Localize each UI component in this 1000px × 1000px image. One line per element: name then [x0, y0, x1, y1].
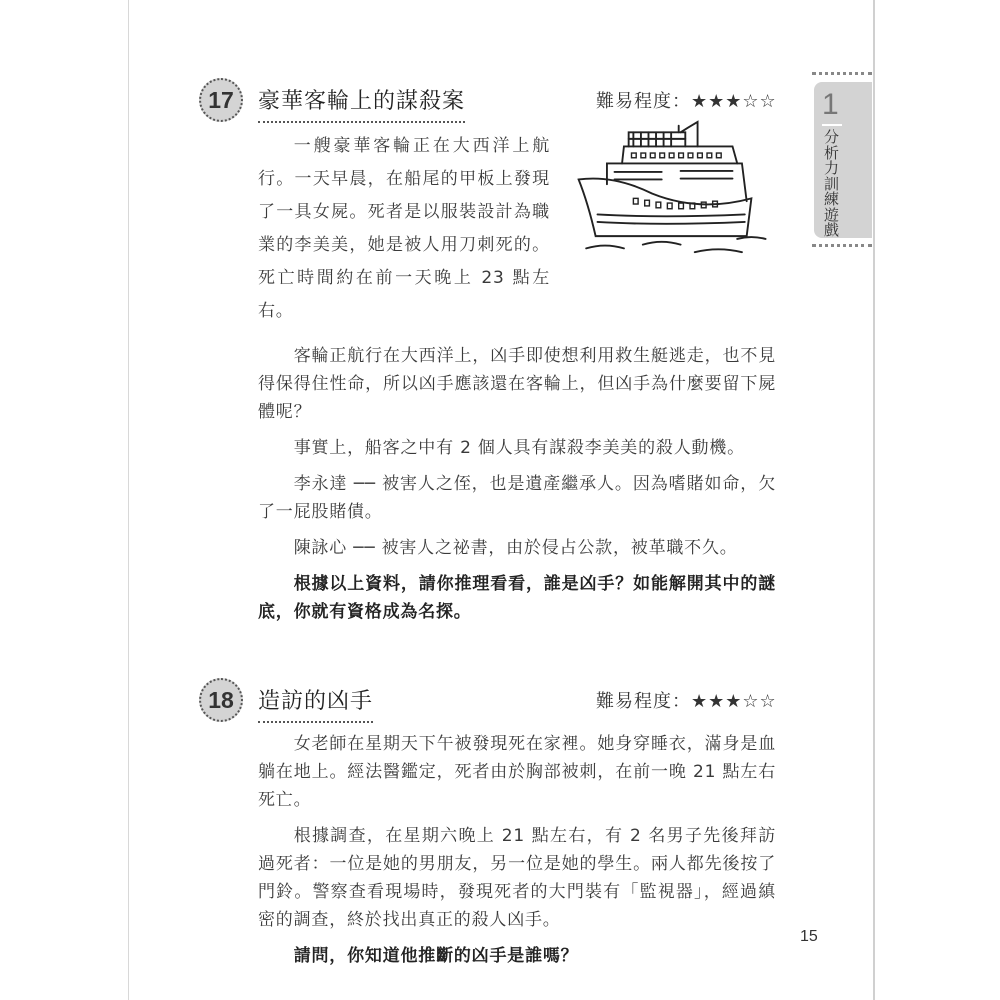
question-paragraph: 根據以上資料，請你推理看看，誰是凶手？如能解開其中的謎底，你就有資格成為名探。: [258, 574, 776, 622]
paragraph: 事實上，船客之中有 2 個人具有謀殺李美美的殺人動機。: [293, 438, 745, 458]
chapter-label: 分析力訓練遊戲: [824, 128, 840, 239]
paragraph: 李永達 ── 被害人之侄，也是遺產繼承人。因為嗜賭如命，欠了一屁股賭債。: [258, 474, 776, 522]
chapter-number-underline: [822, 124, 842, 126]
tab-divider: [812, 72, 872, 75]
question-paragraph: 請問，你知道他推斷的凶手是誰嗎？: [293, 946, 579, 966]
paragraph: 客輪正航行在大西洋上，凶手即使想利用救生艇逃走，也不見得保得住性命，所以凶手應該還在客輪上，但凶手為什麼要留下屍體呢？: [258, 346, 776, 422]
puzzle-header: [208, 78, 777, 126]
chapter-number: 1: [822, 88, 839, 121]
chapter-tab: [812, 72, 872, 248]
cruise-ship-illustration: [571, 120, 776, 255]
intro-block: [258, 130, 776, 328]
tab-background: [814, 82, 872, 238]
puzzle-number-badge: 17: [199, 78, 243, 122]
tab-divider: [812, 244, 872, 247]
paragraph: 根據調查，在星期六晚上 21 點左右，有 2 名男子先後拜訪過死者：一位是她的男朋友，另一位是她的學生。兩人都先後按了門鈴。警察查看現場時，發現死者的大門裝有「監視器」，經過縝密的調查，終於找出真正的殺人凶手。: [258, 826, 776, 930]
difficulty-rating: [596, 87, 777, 113]
paragraph: 一艘豪華客輪正在大西洋上航行。一天早晨，在船尾的甲板上發現了一具女屍。死者是以服裝設計為職業的李美美，她是被人用刀刺死的。死亡時間約在前一天晚上 23 點左右。: [258, 136, 550, 321]
difficulty-stars: ★★★☆☆: [691, 91, 777, 112]
paragraph: 陳詠心 ── 被害人之祕書，由於侵占公款，被革職不久。: [293, 538, 738, 558]
puzzle-18: [208, 678, 777, 970]
page-number: 15: [800, 928, 818, 945]
puzzle-number-badge: 18: [199, 678, 243, 722]
difficulty-label: 難易程度：: [596, 91, 691, 112]
difficulty-label: 難易程度：: [596, 691, 691, 712]
puzzle-17: [208, 78, 777, 626]
content-column: [208, 78, 777, 978]
difficulty-rating: [596, 687, 777, 713]
puzzle-title: 造訪的凶手: [258, 684, 373, 723]
puzzle-header: [208, 678, 777, 726]
paragraph: 女老師在星期天下午被發現死在家裡。她身穿睡衣，滿身是血躺在地上。經法醫鑑定，死者由於胸部被刺，在前一晚 21 點左右死亡。: [258, 734, 776, 810]
difficulty-stars: ★★★☆☆: [691, 691, 777, 712]
puzzle-title: 豪華客輪上的謀殺案: [258, 84, 465, 123]
